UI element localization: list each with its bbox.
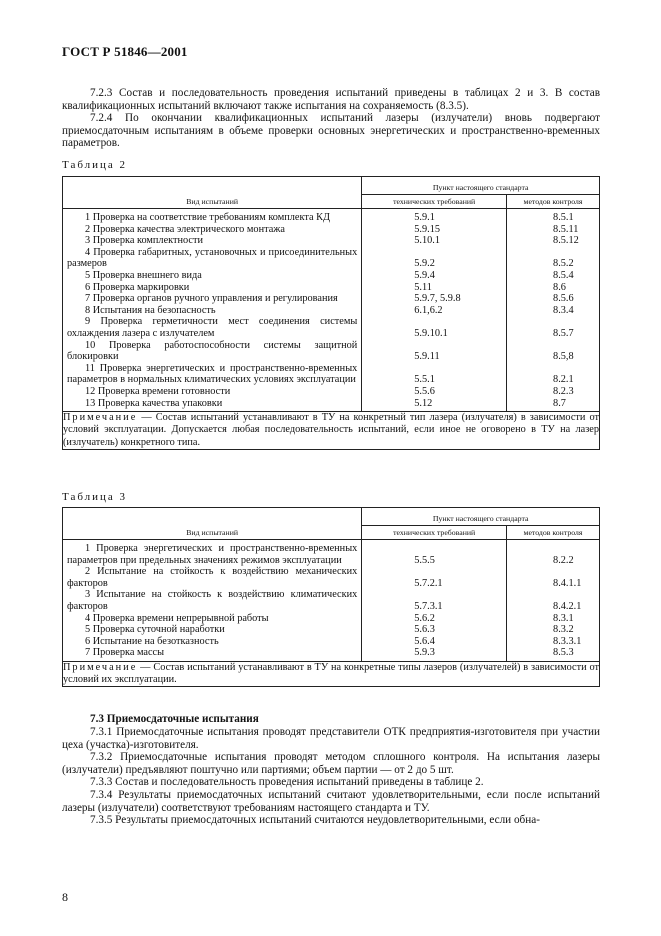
row-method-ref: 8.5.11 — [507, 224, 600, 236]
table3-col-group: Пункт настоящего стандарта — [362, 508, 600, 526]
table3-note-label: Примечание — [63, 661, 138, 673]
row-method-ref: 8.7 — [507, 398, 600, 412]
row-method-ref: 8.3.4 — [507, 305, 600, 317]
row-test-name: 2 Испытание на стойкость к воздействию механических факторов — [63, 566, 362, 589]
table3-note — [63, 661, 600, 686]
table-row — [63, 247, 600, 270]
table-row — [63, 589, 600, 612]
table3-note-text: — Состав испытаний устанавливают в ТУ на конкретные типы лазеров (излучателей) в зависимости от условий их эксплуатации. — [63, 661, 599, 686]
row-test-name: 1 Проверка энергетических и пространственно-временных параметров при предельных значениях режимов эксплуатации — [63, 540, 362, 567]
row-test-name: 4 Проверка габаритных, установочных и присоединительных размеров — [63, 247, 362, 270]
row-tech-ref: 5.9.4 — [362, 270, 507, 282]
row-tech-ref: 5.6.2 — [362, 613, 507, 625]
row-tech-ref: 5.7.2.1 — [362, 566, 507, 589]
row-test-name: 13 Проверка качества упаковки — [63, 398, 362, 412]
table-row — [63, 270, 600, 282]
table-row — [63, 540, 600, 567]
section-title: 7.3 Приемосдаточные испытания — [90, 713, 259, 725]
table3-col-methods: методов контроля — [507, 526, 600, 540]
row-test-name: 3 Испытание на стойкость к воздействию климатических факторов — [63, 589, 362, 612]
row-method-ref: 8.6 — [507, 282, 600, 294]
table3-col-type: Вид испытаний — [63, 508, 362, 540]
row-test-name: 5 Проверка внешнего вида — [63, 270, 362, 282]
row-tech-ref: 6.1,6.2 — [362, 305, 507, 317]
row-tech-ref: 5.9.1 — [362, 209, 507, 224]
table-row — [63, 293, 600, 305]
row-test-name: 6 Испытание на безотказность — [63, 636, 362, 648]
row-method-ref: 8.5.3 — [507, 647, 600, 661]
row-method-ref: 8.4.2.1 — [507, 589, 600, 612]
table-row — [63, 224, 600, 236]
table-row — [63, 316, 600, 339]
document-header: ГОСТ Р 51846—2001 — [62, 44, 188, 59]
row-tech-ref: 5.5.5 — [362, 540, 507, 567]
paragraph-7-3-3: 7.3.3 Состав и последовательность проведения испытаний приведены в таблице 2. — [90, 776, 484, 788]
row-method-ref: 8.5.1 — [507, 209, 600, 224]
table2 — [62, 176, 600, 450]
row-test-name: 5 Проверка суточной наработки — [63, 624, 362, 636]
row-tech-ref: 5.6.3 — [362, 624, 507, 636]
row-test-name: 12 Проверка времени готовности — [63, 386, 362, 398]
row-tech-ref: 5.9.2 — [362, 247, 507, 270]
table-row — [63, 305, 600, 317]
table2-col-group: Пункт настоящего стандарта — [362, 177, 600, 195]
paragraph-7-3-2: 7.3.2 Приемосдаточные испытания проводят методом сплошного контроля. На испытания лазеры (излучатели) предъявляют поштучно или партиями; объем партии — от 2 до 5 шт. — [62, 751, 600, 776]
table3-caption: Таблица 3 — [62, 491, 128, 503]
table2-caption: Таблица 2 — [62, 159, 128, 171]
table-row — [63, 282, 600, 294]
row-method-ref: 8.3.3.1 — [507, 636, 600, 648]
row-tech-ref: 5.11 — [362, 282, 507, 294]
paragraph-7-2-3: 7.2.3 Состав и последовательность проведения испытаний приведены в таблицах 2 и 3. В состав квалификационных испытаний включают также испытания на сохраняемость (8.3.5). — [62, 87, 600, 112]
row-tech-ref: 5.5.6 — [362, 386, 507, 398]
row-method-ref: 8.2.1 — [507, 363, 600, 386]
row-tech-ref: 5.9.10.1 — [362, 316, 507, 339]
row-test-name: 10 Проверка работоспособности системы защитной блокировки — [63, 340, 362, 363]
row-test-name: 4 Проверка времени непрерывной работы — [63, 613, 362, 625]
paragraph-7-3-4: 7.3.4 Результаты приемосдаточных испытаний считают удовлетворительными, если после испытаний лазеры (излучатели) соответствуют требованиям настоящего стандарта и ТУ. — [62, 789, 600, 814]
table-row — [63, 636, 600, 648]
row-tech-ref: 5.9.3 — [362, 647, 507, 661]
row-method-ref: 8.5.2 — [507, 247, 600, 270]
table-row — [63, 340, 600, 363]
row-method-ref: 8.2.3 — [507, 386, 600, 398]
row-method-ref: 8.2.2 — [507, 540, 600, 567]
row-tech-ref: 5.9.15 — [362, 224, 507, 236]
table2-note — [63, 412, 600, 450]
table-row — [63, 624, 600, 636]
table-row — [63, 398, 600, 412]
row-method-ref: 8.5.12 — [507, 235, 600, 247]
table2-col-type: Вид испытаний — [63, 177, 362, 209]
row-test-name: 2 Проверка качества электрического монтажа — [63, 224, 362, 236]
row-test-name: 6 Проверка маркировки — [63, 282, 362, 294]
row-test-name: 7 Проверка массы — [63, 647, 362, 661]
table-row — [63, 566, 600, 589]
row-test-name: 3 Проверка комплектности — [63, 235, 362, 247]
paragraph-7-3-5: 7.3.5 Результаты приемосдаточных испытаний считаются неудовлетворительными, если обна- — [90, 814, 540, 826]
paragraph-7-2-4: 7.2.4 По окончании квалификационных испытаний лазеры (излучатели) вновь подвергают приемосдаточным испытаниям в объеме проверки основных энергетических и пространственно-временных параметров. — [62, 112, 600, 149]
row-tech-ref: 5.9.11 — [362, 340, 507, 363]
row-method-ref: 8.3.2 — [507, 624, 600, 636]
table-row — [63, 613, 600, 625]
table-row — [63, 235, 600, 247]
row-method-ref: 8.5.6 — [507, 293, 600, 305]
row-test-name: 7 Проверка органов ручного управления и регулирования — [63, 293, 362, 305]
row-method-ref: 8.5,8 — [507, 340, 600, 363]
row-method-ref: 8.3.1 — [507, 613, 600, 625]
row-tech-ref: 5.9.7, 5.9.8 — [362, 293, 507, 305]
table-row — [63, 209, 600, 224]
row-method-ref: 8.4.1.1 — [507, 566, 600, 589]
row-method-ref: 8.5.4 — [507, 270, 600, 282]
table2-col-methods: методов контроля — [507, 195, 600, 209]
row-tech-ref: 5.10.1 — [362, 235, 507, 247]
row-test-name: 9 Проверка герметичности мест соединения системы охлаждения лазера с излучателем — [63, 316, 362, 339]
table2-note-text: — Состав испытаний устанавливают в ТУ на конкретный тип лазера (излучателя) в зависимости от условий эксплуатации. Допускается любая последовательность испытаний, если иное не оговорено в ТУ на лазер (излучатель) конкретного типа. — [63, 412, 599, 448]
table-row — [63, 386, 600, 398]
row-tech-ref: 5.6.4 — [362, 636, 507, 648]
table2-col-tech: технических требований — [362, 195, 507, 209]
row-tech-ref: 5.5.1 — [362, 363, 507, 386]
table2-note-label: Примечание — [63, 412, 138, 424]
table3-col-tech: технических требований — [362, 526, 507, 540]
row-tech-ref: 5.7.3.1 — [362, 589, 507, 612]
row-test-name: 8 Испытания на безопасность — [63, 305, 362, 317]
row-method-ref: 8.5.7 — [507, 316, 600, 339]
table3 — [62, 507, 600, 687]
table-row — [63, 363, 600, 386]
row-test-name: 1 Проверка на соответствие требованиям комплекта КД — [63, 209, 362, 224]
page-number: 8 — [62, 890, 68, 904]
paragraph-7-3-1: 7.3.1 Приемосдаточные испытания проводят представители ОТК предприятия-изготовителя при участии цеха (участка)-изготовителя. — [62, 726, 600, 751]
table-row — [63, 647, 600, 661]
row-tech-ref: 5.12 — [362, 398, 507, 412]
row-test-name: 11 Проверка энергетических и пространственно-временных параметров в нормальных климатических условиях эксплуатации — [63, 363, 362, 386]
